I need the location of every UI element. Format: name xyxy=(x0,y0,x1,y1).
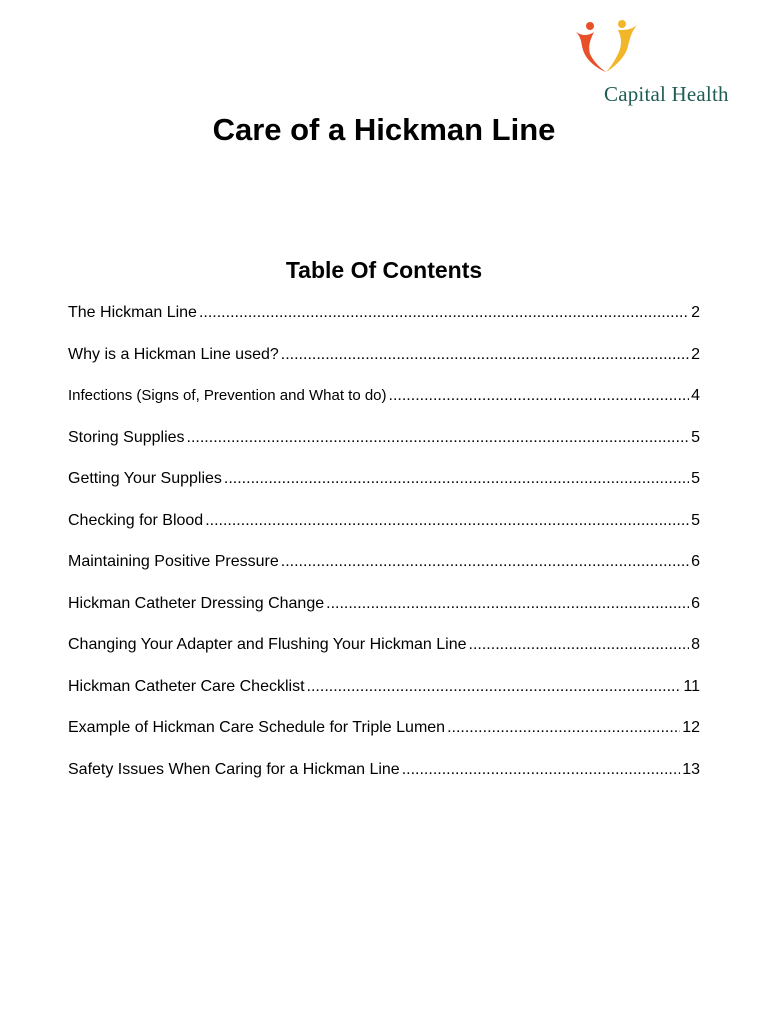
dot-leader xyxy=(389,384,690,408)
dot-leader xyxy=(307,675,682,699)
capital-health-logo xyxy=(572,18,752,108)
toc-entry[interactable] xyxy=(68,384,700,426)
toc-entry-page: 5 xyxy=(691,470,700,487)
toc-entry-title: Hickman Catheter Dressing Change xyxy=(68,594,325,612)
toc-entry[interactable] xyxy=(68,509,700,551)
toc-entry[interactable] xyxy=(68,550,700,592)
dot-leader xyxy=(187,426,690,450)
toc-entry[interactable] xyxy=(68,467,700,509)
toc-entry-title: Safety Issues When Caring for a Hickman Line xyxy=(68,760,400,778)
toc-entry[interactable] xyxy=(68,592,700,634)
toc-entry[interactable] xyxy=(68,301,700,343)
dot-leader xyxy=(469,633,690,657)
toc-entry-title: Getting Your Supplies xyxy=(68,470,222,487)
toc-entry-page: 12 xyxy=(682,719,700,736)
toc-entry-page: 2 xyxy=(691,345,700,363)
dot-leader xyxy=(447,716,680,740)
dot-leader xyxy=(402,758,681,782)
toc-entry-page: 6 xyxy=(691,594,700,612)
toc-entry-title: The Hickman Line xyxy=(68,304,197,321)
toc-entry-title: Checking for Blood xyxy=(68,511,204,529)
toc-entry-page: 5 xyxy=(691,511,700,529)
toc-entry-title: Maintaining Positive Pressure xyxy=(68,553,279,570)
toc-entry-page: 2 xyxy=(691,304,700,321)
toc-entry-page: 11 xyxy=(683,677,700,695)
dot-leader xyxy=(281,550,689,574)
toc-entry[interactable] xyxy=(68,716,700,758)
toc-heading: Table Of Contents xyxy=(285,257,483,283)
dot-leader xyxy=(199,301,689,325)
toc-entry-title: Why is a Hickman Line used? xyxy=(68,345,279,363)
toc-entry-page: 13 xyxy=(682,760,700,778)
heart-figures-icon xyxy=(572,18,644,80)
dot-leader xyxy=(326,592,689,616)
toc-entry-page: 4 xyxy=(691,387,700,404)
toc-entry-title: Hickman Catheter Care Checklist xyxy=(68,677,305,695)
toc-entry-page: 8 xyxy=(691,636,700,653)
dot-leader xyxy=(281,343,689,367)
toc-entry[interactable] xyxy=(68,633,700,675)
table-of-contents xyxy=(68,301,700,799)
toc-entry[interactable] xyxy=(68,675,700,717)
toc-entry[interactable] xyxy=(68,426,700,468)
toc-entry-title: Changing Your Adapter and Flushing Your Hickman Line xyxy=(68,636,467,653)
logo-wordmark: Capital Health xyxy=(604,82,729,106)
toc-entry[interactable] xyxy=(68,758,700,800)
toc-entry[interactable] xyxy=(68,343,700,385)
toc-entry-page: 6 xyxy=(691,553,700,570)
document-title: Care of a Hickman Line xyxy=(212,112,556,147)
toc-entry-title: Storing Supplies xyxy=(68,428,185,446)
toc-entry-page: 5 xyxy=(691,428,700,446)
dot-leader xyxy=(224,467,689,491)
dot-leader xyxy=(205,509,689,533)
toc-entry-title: Example of Hickman Care Schedule for Triple Lumen xyxy=(68,719,446,736)
toc-entry-title: Infections (Signs of, Prevention and What to do) xyxy=(68,387,387,404)
